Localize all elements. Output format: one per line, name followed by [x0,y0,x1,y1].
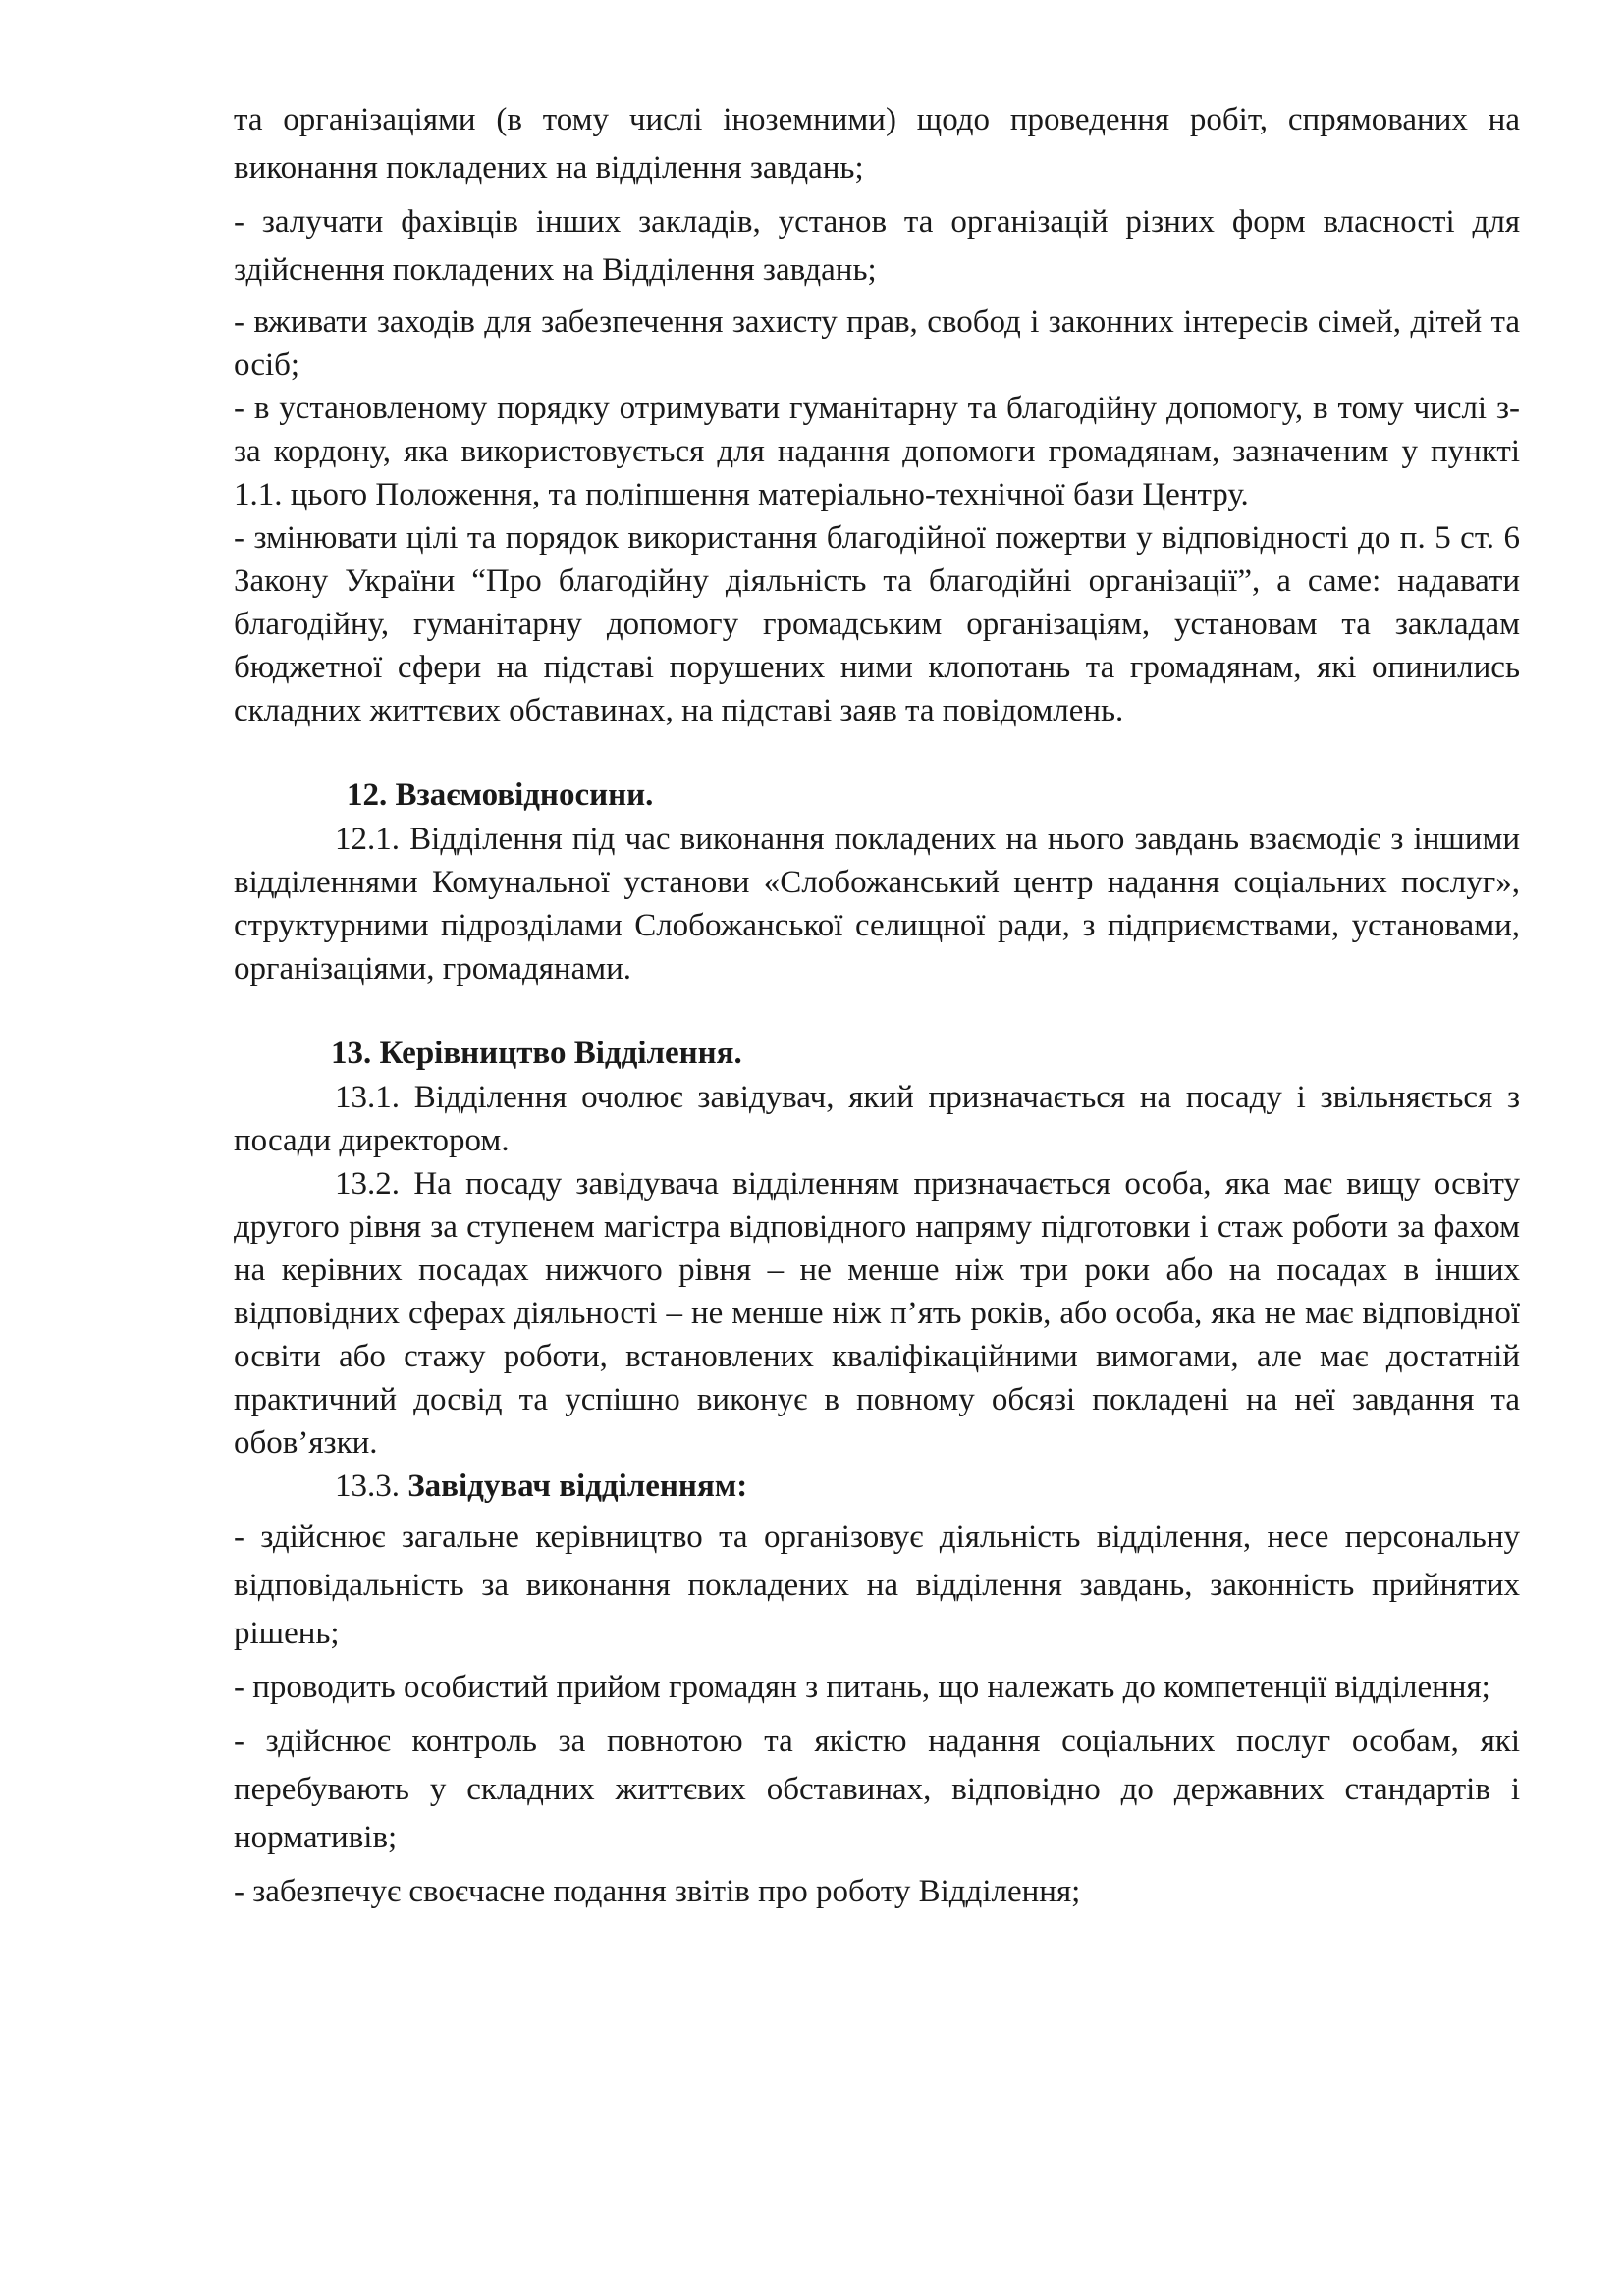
section-13-3-title: Завідувач відділенням: [407,1468,748,1504]
duty-item-reports: - забезпечує своєчасне подання звітів про роботу Відділення; [234,1874,1081,1909]
duty-item-reception: - проводить особистий прийом громадян з питань, що належать до компетенції відділення; [234,1670,1490,1705]
section-13-3-number: 13.3. [335,1468,400,1504]
intro-item-aid: - в установленому порядку отримувати гуманітарну та благодійну допомогу, в тому числі з-за кордону, яка використовується для надання допомоги громадянам, зазначеним у пункті 1.1. цього Положення, та поліпшення матеріально-технічної бази Центру. [234,391,1520,512]
intro-item-protection: - вживати заходів для забезпечення захисту прав, свобод і законних інтересів сімей, дітей та осіб; [234,304,1520,383]
section-13-heading: 13. Керівництво Відділення. [331,1036,742,1071]
section-13-1-paragraph: 13.1. Відділення очолює завідувач, який призначається на посаду і звільняється з посади директором. [234,1080,1520,1158]
section-12-1-paragraph: 12.1. Відділення під час виконання покладених на нього завдань взаємодіє з іншими відділеннями Комунальної установи «Слобожанський центр надання соціальних послуг», структурними підрозділами Слобожанської селищної ради, з підприємствами, установами, організаціями, громадянами. [234,822,1520,987]
intro-item-specialists: - залучати фахівців інших закладів, установ та організацій різних форм власності для здійснення покладених на Відділення завдань; [234,204,1520,288]
duty-item-management: - здійснює загальне керівництво та організовує діяльність відділення, несе персональну відповідальність за виконання покладених на відділення завдань, законність прийнятих рішень; [234,1520,1520,1651]
intro-paragraph-1: та організаціями (в тому числі іноземними) щодо проведення робіт, спрямованих на виконання покладених на відділення завдань; [234,102,1520,186]
intro-item-donation: - змінювати цілі та порядок використання благодійної пожертви у відповідності до п. 5 ст. 6 Закону України “Про благодійну діяльність та благодійні організації”, а саме: надавати благодійну, гуманітарну допомогу громадським організаціям, установам та закладам бюджетної сфери на підставі порушених ними клопотань та громадянам, які опинились складних життєвих обставинах, на підставі заяв та повідомлень. [234,520,1520,728]
section-13-3-paragraph [234,1465,1520,1508]
section-12-heading: 12. Взаємовідносини. [347,777,654,813]
duty-item-control: - здійснює контроль за повнотою та якістю надання соціальних послуг особам, які перебувають у складних життєвих обставинах, відповідно до державних стандартів і нормативів; [234,1724,1520,1855]
document-page [234,96,1520,1916]
section-13-2-paragraph: 13.2. На посаду завідувача відділенням призначається особа, яка має вищу освіту другого рівня за ступенем магістра відповідного напряму підготовки і стаж роботи за фахом на керівних посадах нижчого рівня – не менше ніж три роки або на посадах в інших відповідних сферах діяльності – не менше ніж п’ять років, або особа, яка не має відповідної освіти або стажу роботи, встановлених кваліфікаційними вимогами, але має достатній практичний досвід та успішно виконує в повному обсязі покладені на неї завдання та обов’язки. [234,1166,1520,1461]
